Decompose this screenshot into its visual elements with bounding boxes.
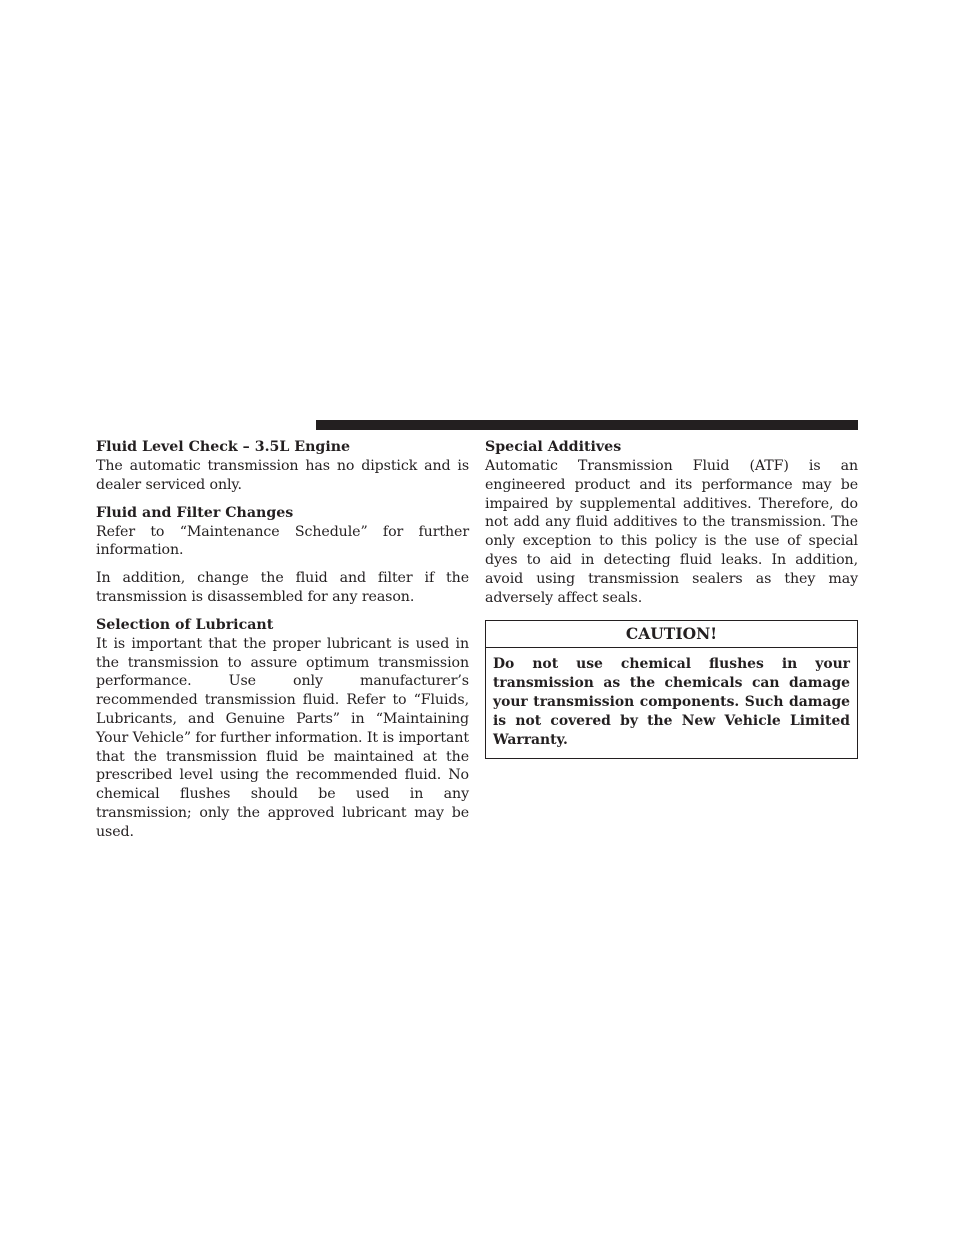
fluid-filter-body-2: In addition, change the fluid and filter if the transmission is disassembled for any reason. (96, 570, 469, 605)
fluid-level-heading: Fluid Level Check – 3.5L Engine (96, 439, 351, 455)
fluid-level-body: The automatic transmission has no dipstick and is dealer serviced only. (96, 458, 469, 493)
section-header-bar (316, 420, 858, 430)
fluid-filter-body-1: Refer to “Maintenance Schedule” for further information. (96, 523, 469, 559)
lubricant-body: It is important that the proper lubricant is used in the transmission to assure optimum transmission performance. Use only manufacturer’s recommended transmission fluid. Refer to “Fluids, Lubricants, and Genuine Parts” in “Maintaining Your Vehicle” for further information. It is important that the transmission fluid be maintained at the prescribed level using the recommended fluid. No chemical flushes should be used in any transmission; only the approved lubricant may be used. (96, 635, 469, 840)
caution-body: Do not use chemical flushes in your transmission as the chemicals can damage your transmission components. Such damage is not covered by the New Vehicle Limited Warranty. (493, 656, 850, 748)
lubricant-heading: Selection of Lubricant (96, 616, 274, 633)
left-column (96, 438, 469, 842)
additives-body: Automatic Transmission Fluid (ATF) is an engineered product and its performance may be impaired by supplemental additives. Therefore, do not add any fluid additives to the transmission. The only exception to this policy is the use of special dyes to aid in detecting fluid leaks. In addition, avoid using transmission sealers as they may adversely affect seals. (485, 458, 858, 606)
right-column (485, 438, 858, 759)
caution-box (485, 620, 858, 759)
caution-title: CAUTION! (486, 621, 857, 648)
additives-heading: Special Additives (485, 439, 622, 455)
fluid-filter-heading: Fluid and Filter Changes (96, 504, 294, 521)
